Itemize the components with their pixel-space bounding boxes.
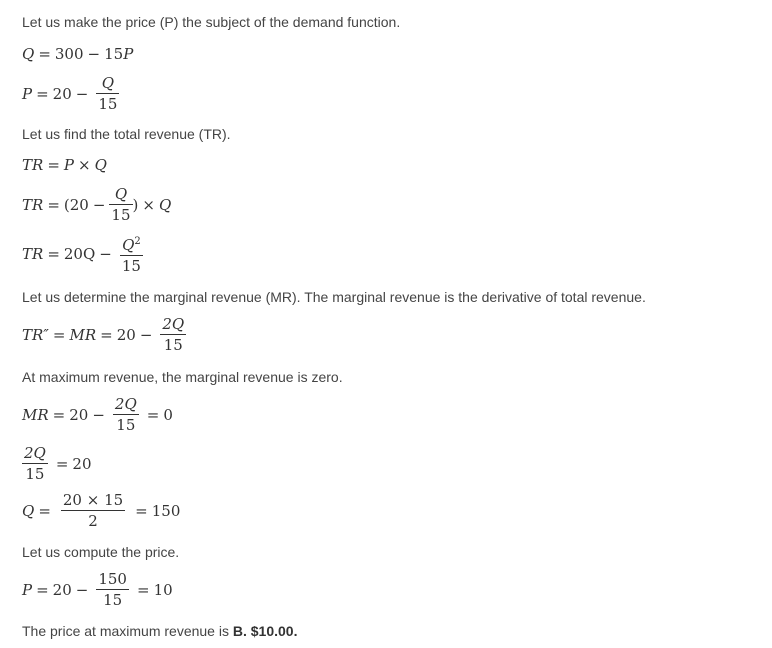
- numerator: 2Q: [114, 395, 137, 413]
- equals-sign: =: [55, 454, 69, 473]
- equals-sign: =: [135, 501, 148, 520]
- var-p: P: [123, 45, 134, 63]
- times-sign: ×: [142, 195, 155, 214]
- result: 10: [153, 580, 173, 599]
- equals-sign: =: [100, 325, 113, 344]
- denominator: 15: [25, 465, 45, 483]
- fraction: [96, 571, 129, 608]
- var-tr-prime: TR″: [22, 325, 49, 344]
- var-mr: MR: [22, 405, 49, 424]
- fraction: [113, 396, 139, 433]
- exponent: 2: [134, 236, 141, 247]
- numerator: 2Q: [24, 444, 46, 462]
- tr-intro-text: Let us find the total revenue (TR).: [22, 126, 231, 142]
- fraction: [109, 186, 132, 223]
- equals-sign: =: [38, 501, 51, 520]
- price-solution: [22, 571, 173, 608]
- tr-expanded: [22, 234, 147, 274]
- equals-sign: =: [146, 405, 160, 424]
- minus-sign: −: [87, 45, 101, 63]
- constant: 20: [52, 580, 72, 599]
- denominator: 15: [98, 95, 118, 113]
- var-q: Q: [158, 195, 172, 214]
- minus-sign: −: [92, 405, 105, 424]
- var-p: P: [63, 156, 74, 174]
- fraction: [22, 445, 48, 482]
- minus-sign: −: [75, 84, 89, 103]
- equals-sign: =: [36, 580, 49, 599]
- numerator: Q: [114, 185, 128, 203]
- numerator: [120, 234, 143, 255]
- mr-derivative: [22, 316, 190, 353]
- denominator: 15: [163, 336, 183, 354]
- var-tr: TR: [22, 156, 44, 174]
- quantity-solution: [22, 492, 180, 529]
- mr-zero-equation: [22, 396, 173, 433]
- result: 150: [151, 501, 181, 520]
- equals-sign: =: [52, 405, 66, 424]
- numerator: Q: [101, 74, 115, 92]
- minus-sign: −: [139, 325, 153, 344]
- var-p: P: [22, 84, 33, 103]
- tr-definition: [22, 156, 107, 174]
- final-answer-text: [22, 623, 297, 639]
- numerator: 20 × 15: [62, 491, 124, 509]
- equals-sign: =: [38, 45, 51, 63]
- denominator: 15: [111, 206, 131, 224]
- minus-sign: −: [75, 580, 89, 599]
- fraction: [61, 492, 125, 529]
- times-sign: ×: [77, 156, 91, 174]
- var-q: Q: [122, 236, 135, 254]
- result: 0: [163, 405, 173, 424]
- equals-sign: =: [36, 84, 49, 103]
- equals-sign: =: [52, 325, 66, 344]
- intro-text: Let us make the price (P) the subject of the demand function.: [22, 14, 401, 30]
- linear-term: 20Q: [63, 245, 96, 263]
- var-q: Q: [22, 45, 35, 63]
- fraction: [96, 75, 119, 112]
- close-paren: ): [132, 195, 139, 214]
- compute-price-text: Let us compute the price.: [22, 544, 180, 560]
- answer-choice: B. $10.00.: [232, 623, 298, 639]
- denominator: 2: [88, 512, 98, 530]
- denominator: 15: [116, 416, 136, 434]
- minus-sign: −: [92, 195, 106, 214]
- denominator: 15: [103, 591, 123, 609]
- var-q: Q: [94, 156, 107, 174]
- var-q: Q: [22, 501, 35, 520]
- numerator: 2Q: [162, 315, 185, 333]
- var-tr: TR: [22, 245, 44, 263]
- constant: 20: [69, 405, 89, 424]
- constant: 20: [116, 325, 136, 344]
- equals-sign: =: [47, 245, 60, 263]
- constant: 300: [54, 45, 84, 63]
- fraction-equals-equation: [22, 445, 92, 482]
- tr-substitution: [22, 186, 171, 223]
- price-equation: [22, 75, 123, 112]
- denominator: 15: [121, 257, 141, 275]
- coefficient: 15: [104, 45, 124, 63]
- answer-prefix: The price at maximum revenue is: [22, 623, 233, 639]
- var-tr: TR: [22, 195, 44, 214]
- fraction: [160, 316, 186, 353]
- mr-intro-text: Let us determine the marginal revenue (MR). The marginal revenue is the derivative of total revenue.: [22, 289, 646, 305]
- max-revenue-text: At maximum revenue, the marginal revenue is zero.: [22, 369, 343, 385]
- numerator: 150: [98, 570, 127, 588]
- equals-sign: =: [136, 580, 150, 599]
- var-p: P: [22, 580, 33, 599]
- var-mr: MR: [69, 325, 97, 344]
- minus-sign: −: [99, 245, 112, 263]
- fraction: [120, 234, 143, 274]
- result: 20: [72, 454, 92, 473]
- demand-equation: [22, 45, 133, 63]
- equals-sign: =: [47, 156, 60, 174]
- constant: 20: [52, 84, 72, 103]
- equals-sign: =: [47, 195, 60, 214]
- open-paren-constant: (20: [63, 195, 89, 214]
